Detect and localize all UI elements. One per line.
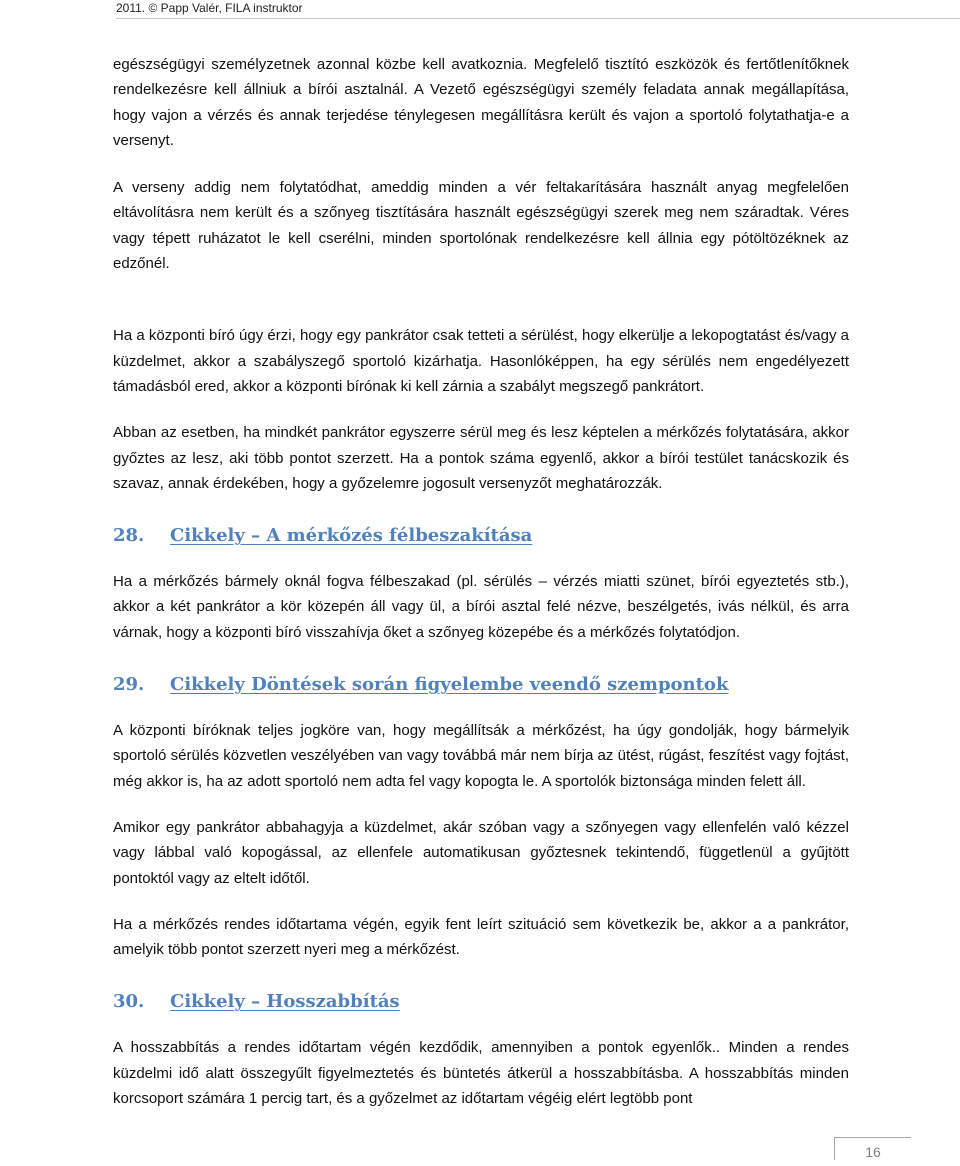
section-title: Cikkely – Hosszabbítás xyxy=(170,991,400,1013)
document-body xyxy=(113,52,849,1111)
paragraph: Ha a központi bíró úgy érzi, hogy egy pankrátor csak tetteti a sérülést, hogy elkerülje a lekopogtatást és/vagy a küzdelmet, akkor a szabályszegő sportoló kizárhatja. Hasonlóképpen, ha egy sérülés nem engedélyezett támadásból ered, akkor a központi bírónak ki kell zárnia a szabályt megszegő pankrátort. xyxy=(113,327,849,395)
paragraph: Ha a mérkőzés rendes időtartama végén, egyik fent leírt szituáció sem következik be, akkor a a pankrátor, amelyik több pontot szerzett nyeri meg a mérkőzést. xyxy=(113,915,849,959)
paragraph: egészségügyi személyzetnek azonnal közbe kell avatkoznia. Megfelelő tisztító eszközök és fertőtlenítőknek rendelkezésre kell állniuk a bírói asztalnál. A Vezető egészségügyi személy feladata annak megállapítása, hogy vajon a vérzés és annak terjedése ténylegesen megállításra került és vajon a sportoló folytathatja-e a versenyt. xyxy=(113,56,849,149)
paragraph: A hosszabbítás a rendes időtartam végén kezdődik, amennyiben a pontok egyenlők.. Minden a rendes küzdelmi idő alatt összegyűlt figyelmeztetés és büntetés átkerül a hosszabbításba. A hosszabbítás minden korcsoport számára 1 percig tart, és a győzelmet az időtartam végéig elért legtöbb pont xyxy=(113,1039,849,1108)
paragraph: Amikor egy pankrátor abbahagyja a küzdelmet, akár szóban vagy a szőnyegen vagy ellenfelén való kézzel vagy lábbal való kopogással, az ellenfele automatikusan győztesnek tekintendő, függetlenül a gyűjtött pontoktól vagy az eltelt időtől. xyxy=(113,818,849,887)
section-title: Cikkely Döntések során figyelembe veendő szempontok xyxy=(170,674,729,696)
section-heading-28 xyxy=(113,524,849,548)
section-number: 28. xyxy=(113,525,145,547)
page-number: 16 xyxy=(834,1137,911,1160)
paragraph: Abban az esetben, ha mindkét pankrátor egyszerre sérül meg és lesz képtelen a mérkőzés folytatására, akkor győztes az lesz, aki több pontot szerzett. Ha a pontok száma egyenlő, akkor a bírói testület tanácskozik és szavaz, annak érdekében, hogy a győzelemre jogosult versenyzőt meghatározzák. xyxy=(113,424,849,492)
page-header: 2011. © Papp Valér, FILA instruktor xyxy=(116,0,960,19)
section-number: 29. xyxy=(113,674,145,696)
paragraph: Ha a mérkőzés bármely oknál fogva félbeszakad (pl. sérülés – vérzés miatti szünet, bírói egyeztetés stb.), akkor a két pankrátor a kör közepén áll vagy ül, a bírói asztal felé nézve, beszélgetés, ivás nélkül, és arra várnak, hogy a központi bíró visszahívja őket a szőnyeg közepébe és a mérkőzés folytatódjon. xyxy=(113,573,849,641)
section-title: Cikkely – A mérkőzés félbeszakítása xyxy=(170,525,533,547)
paragraph: A verseny addig nem folytatódhat, ameddig minden a vér feltakarítására használt anyag megfelelően eltávolításra nem került és a szőnyeg tisztítására használt egészségügyi szerek meg nem száradtak. Véres vagy tépett ruházatot le kell cserélni, minden sportolónak rendelkezésre kell állnia egy pótöltözéknek az edzőnél. xyxy=(113,179,849,273)
section-number: 30. xyxy=(113,991,145,1013)
section-heading-30 xyxy=(113,990,849,1014)
section-heading-29 xyxy=(113,673,849,697)
paragraph: A központi bíróknak teljes jogköre van, hogy megállítsák a mérkőzést, ha úgy gondolják, hogy bármelyik sportoló sérülés közvetlen veszélyében van vagy továbbá már nem bírja az ütést, rúgást, feszítést vagy fojtást, még akkor is, ha az adott sportoló nem adta fel vagy kopogta le. A sportolók biztonsága minden felett áll. xyxy=(113,722,849,790)
